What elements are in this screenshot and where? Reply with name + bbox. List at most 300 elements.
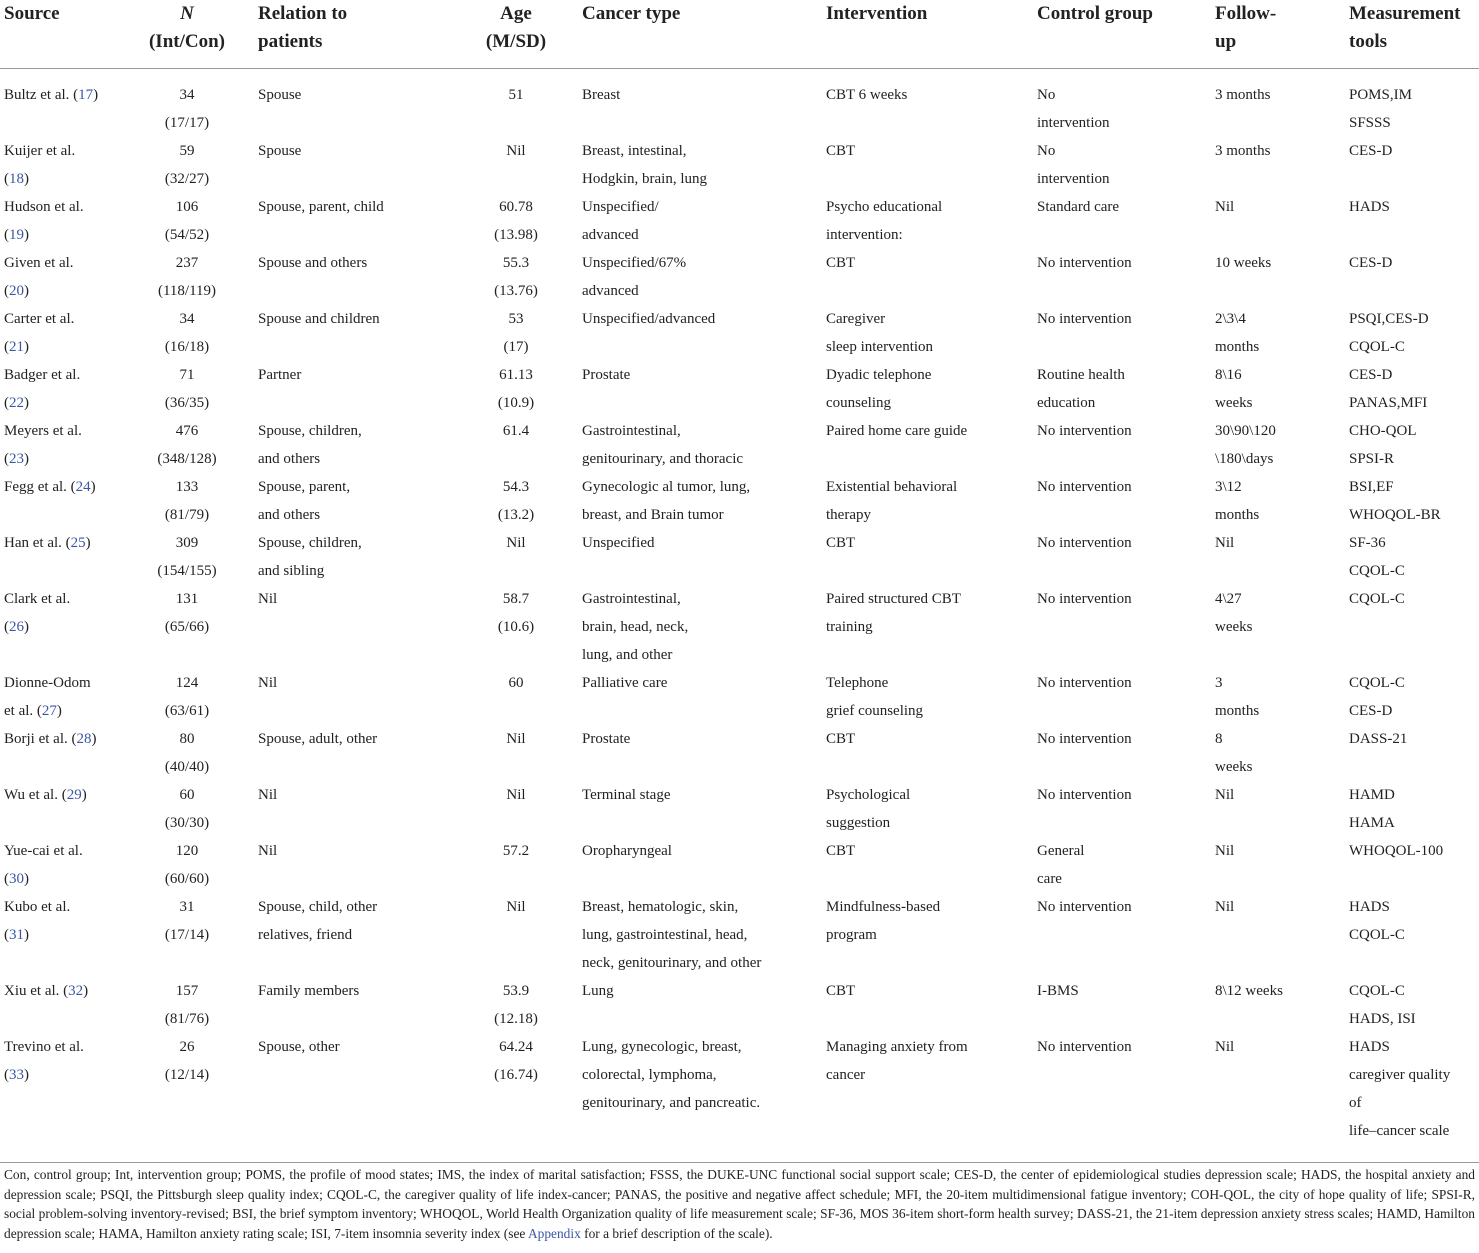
cell-relation-line: Nil bbox=[258, 787, 278, 803]
cell-age-line: Nil bbox=[506, 731, 526, 747]
cell-cancer-type bbox=[578, 669, 822, 725]
cell-control-group-line: No intervention bbox=[1037, 423, 1132, 439]
cell-relation-line: and sibling bbox=[258, 563, 325, 579]
reference-link[interactable]: 27 bbox=[41, 703, 57, 719]
cell-follow-up-line: 10 weeks bbox=[1215, 255, 1272, 271]
reference-link[interactable]: 17 bbox=[78, 87, 94, 103]
cell-measurement-tools-line: WHOQOL-100 bbox=[1349, 843, 1444, 859]
cell-age-line: Nil bbox=[506, 535, 526, 551]
cell-source bbox=[0, 977, 122, 1033]
source-text-close: ) bbox=[81, 787, 87, 803]
source-text: ( bbox=[4, 283, 9, 299]
cell-measurement-tools bbox=[1345, 893, 1479, 977]
cell-measurement-tools-line: CQOL-C bbox=[1349, 675, 1405, 691]
cell-control-group bbox=[1033, 417, 1211, 473]
cell-source bbox=[0, 473, 122, 529]
source-text: ( bbox=[4, 339, 9, 355]
cell-intervention-line: Caregiver bbox=[826, 311, 886, 327]
cell-age bbox=[456, 193, 578, 249]
cell-intervention-line: Mindfulness-based bbox=[826, 899, 941, 915]
cell-follow-up-line: Nil bbox=[1215, 899, 1235, 915]
cell-relation bbox=[254, 69, 456, 138]
table-row bbox=[0, 585, 1479, 669]
cell-n-line: (63/61) bbox=[164, 703, 210, 719]
cell-control-group bbox=[1033, 977, 1211, 1033]
cell-age-line: 61.4 bbox=[502, 423, 530, 439]
cell-measurement-tools-line: CQOL-C bbox=[1349, 591, 1405, 607]
cell-n-line: (16/18) bbox=[164, 339, 210, 355]
cell-control-group bbox=[1033, 473, 1211, 529]
cell-age-line: 57.2 bbox=[502, 843, 530, 859]
header-control-group: Control group bbox=[1033, 0, 1211, 69]
cell-control-group-line: No intervention bbox=[1037, 1039, 1132, 1055]
reference-link[interactable]: 19 bbox=[9, 227, 24, 243]
cell-age bbox=[456, 977, 578, 1033]
cell-n bbox=[122, 893, 254, 977]
cell-measurement-tools-line: CQOL-C bbox=[1349, 563, 1405, 579]
cell-follow-up bbox=[1211, 137, 1345, 193]
cell-relation-line: Spouse, other bbox=[258, 1039, 340, 1055]
cell-cancer-type-line: Unspecified bbox=[582, 535, 655, 551]
cell-relation-line: Spouse and children bbox=[258, 311, 380, 327]
cell-age-line: (10.6) bbox=[497, 619, 535, 635]
cell-n-line: 60 bbox=[179, 787, 195, 803]
cell-control-group-line: care bbox=[1037, 871, 1062, 887]
cell-cancer-type-line: Prostate bbox=[582, 731, 631, 747]
cell-intervention bbox=[822, 361, 1033, 417]
cell-n bbox=[122, 137, 254, 193]
table-row bbox=[0, 669, 1479, 725]
table-row bbox=[0, 781, 1479, 837]
cell-cancer-type-line: Unspecified/advanced bbox=[582, 311, 716, 327]
cell-intervention-line: cancer bbox=[826, 1067, 866, 1083]
cell-cancer-type-line: Prostate bbox=[582, 367, 631, 383]
cell-cancer-type bbox=[578, 193, 822, 249]
cell-control-group bbox=[1033, 725, 1211, 781]
cell-control-group bbox=[1033, 305, 1211, 361]
cell-intervention bbox=[822, 977, 1033, 1033]
reference-link[interactable]: 32 bbox=[68, 983, 84, 999]
cell-intervention-line: grief counseling bbox=[826, 703, 924, 719]
source-text-close: ) bbox=[91, 731, 97, 747]
cell-measurement-tools-line: CQOL-C bbox=[1349, 339, 1405, 355]
cell-follow-up-line: Nil bbox=[1215, 535, 1235, 551]
cell-cancer-type-line: Oropharyngeal bbox=[582, 843, 672, 859]
cell-measurement-tools bbox=[1345, 305, 1479, 361]
source-text: Carter et al. bbox=[4, 311, 75, 327]
cell-cancer-type bbox=[578, 837, 822, 893]
cell-age-line: 64.24 bbox=[499, 1039, 533, 1055]
cell-n bbox=[122, 977, 254, 1033]
cell-measurement-tools-line: HAMD bbox=[1349, 787, 1395, 803]
cell-intervention bbox=[822, 893, 1033, 977]
cell-control-group-line: intervention bbox=[1037, 171, 1110, 187]
cell-control-group-line: Routine health bbox=[1037, 367, 1125, 383]
cell-n-line: 34 bbox=[179, 87, 195, 103]
cell-control-group-line: No intervention bbox=[1037, 311, 1132, 327]
table-row bbox=[0, 137, 1479, 193]
cell-control-group bbox=[1033, 69, 1211, 138]
reference-link[interactable]: 22 bbox=[9, 395, 24, 411]
source-text: Han et al. ( bbox=[4, 535, 71, 551]
cell-source bbox=[0, 249, 122, 305]
source-text-close: ) bbox=[90, 479, 96, 495]
appendix-link[interactable]: Appendix bbox=[527, 1225, 581, 1241]
cell-cancer-type bbox=[578, 305, 822, 361]
cell-cancer-type-line: brain, head, neck, bbox=[582, 619, 689, 635]
cell-follow-up-line: Nil bbox=[1215, 843, 1235, 859]
cell-measurement-tools-line: HADS, ISI bbox=[1349, 1011, 1416, 1027]
cell-intervention bbox=[822, 473, 1033, 529]
cell-relation bbox=[254, 193, 456, 249]
cell-measurement-tools-line: caregiver quality bbox=[1349, 1067, 1451, 1083]
reference-link[interactable]: 26 bbox=[9, 619, 24, 635]
source-text: Yue-cai et al. bbox=[4, 843, 83, 859]
cell-relation-line: relatives, friend bbox=[258, 927, 353, 943]
cell-n-line: 133 bbox=[175, 479, 199, 495]
cell-cancer-type-line: Breast, hematologic, skin, bbox=[582, 899, 739, 915]
cell-cancer-type bbox=[578, 585, 822, 669]
cell-follow-up bbox=[1211, 305, 1345, 361]
cell-n-line: (81/79) bbox=[164, 507, 210, 523]
cell-age-line: (17) bbox=[503, 339, 529, 355]
table-row bbox=[0, 69, 1479, 138]
cell-relation bbox=[254, 893, 456, 977]
source-text-close: ) bbox=[24, 619, 29, 635]
cell-follow-up bbox=[1211, 361, 1345, 417]
source-text: ( bbox=[4, 619, 9, 635]
cell-measurement-tools-line: WHOQOL-BR bbox=[1349, 507, 1441, 523]
cell-cancer-type bbox=[578, 69, 822, 138]
cell-follow-up bbox=[1211, 781, 1345, 837]
cell-n-line: 476 bbox=[175, 423, 199, 439]
cell-intervention-line: intervention: bbox=[826, 227, 903, 243]
source-text: Fegg et al. ( bbox=[4, 479, 76, 495]
cell-cancer-type-line: advanced bbox=[582, 227, 639, 243]
cell-measurement-tools bbox=[1345, 837, 1479, 893]
cell-n-line: 31 bbox=[179, 899, 195, 915]
cell-measurement-tools-line: HADS bbox=[1349, 1039, 1390, 1055]
cell-control-group-line: General bbox=[1037, 843, 1085, 859]
cell-measurement-tools-line: PANAS,MFI bbox=[1349, 395, 1428, 411]
cell-measurement-tools-line: HAMA bbox=[1349, 815, 1395, 831]
source-text: Wu et al. ( bbox=[4, 787, 67, 803]
cell-control-group-line: No intervention bbox=[1037, 591, 1132, 607]
reference-link[interactable]: 20 bbox=[9, 283, 24, 299]
reference-link[interactable]: 33 bbox=[9, 1067, 24, 1083]
header-row bbox=[0, 0, 1479, 69]
cell-age-line: 61.13 bbox=[499, 367, 533, 383]
source-text: ( bbox=[4, 871, 9, 887]
cell-measurement-tools-line: of bbox=[1349, 1095, 1362, 1111]
cell-measurement-tools-line: CES-D bbox=[1349, 255, 1393, 271]
cell-intervention bbox=[822, 585, 1033, 669]
cell-n-line: (32/27) bbox=[164, 171, 210, 187]
cell-cancer-type-line: Unspecified/67% bbox=[582, 255, 687, 271]
cell-measurement-tools-line: SF-36 bbox=[1349, 535, 1386, 551]
cell-relation-line: and others bbox=[258, 507, 321, 523]
cell-relation-line: Nil bbox=[258, 675, 278, 691]
cell-relation-line: Spouse bbox=[258, 143, 302, 159]
cell-intervention-line: sleep intervention bbox=[826, 339, 934, 355]
cell-intervention-line: CBT bbox=[826, 255, 856, 271]
source-text: Hudson et al. bbox=[4, 199, 84, 215]
cell-intervention bbox=[822, 193, 1033, 249]
source-text: Trevino et al. bbox=[4, 1039, 84, 1055]
cell-cancer-type bbox=[578, 361, 822, 417]
cell-intervention-line: Paired home care guide bbox=[826, 423, 968, 439]
cell-age-line: (13.76) bbox=[494, 283, 538, 299]
source-text: ( bbox=[4, 227, 9, 243]
table-body bbox=[0, 69, 1479, 1158]
table-row bbox=[0, 977, 1479, 1033]
table-row bbox=[0, 837, 1479, 893]
table-row bbox=[0, 417, 1479, 473]
source-text: Meyers et al. bbox=[4, 423, 82, 439]
cell-intervention-line: Existential behavioral bbox=[826, 479, 958, 495]
cell-intervention bbox=[822, 249, 1033, 305]
cell-cancer-type bbox=[578, 725, 822, 781]
cell-cancer-type bbox=[578, 529, 822, 585]
cell-source bbox=[0, 137, 122, 193]
cell-age-line: (12.18) bbox=[494, 1011, 538, 1027]
header-n: N (Int/Con) bbox=[122, 0, 254, 69]
cell-age-line: 60.78 bbox=[499, 199, 533, 215]
cell-follow-up-line: 2\3\4 bbox=[1215, 311, 1246, 327]
cell-relation-line: Spouse bbox=[258, 87, 302, 103]
cell-n-line: (17/17) bbox=[164, 115, 210, 131]
cell-cancer-type-line: Breast, intestinal, bbox=[582, 143, 687, 159]
cell-control-group-line: No intervention bbox=[1037, 787, 1132, 803]
cell-n-line: (348/128) bbox=[157, 451, 217, 467]
cell-measurement-tools bbox=[1345, 585, 1479, 669]
cell-measurement-tools bbox=[1345, 725, 1479, 781]
cell-control-group-line: intervention bbox=[1037, 115, 1110, 131]
cell-follow-up-line: Nil bbox=[1215, 199, 1235, 215]
cell-n-line: (65/66) bbox=[164, 619, 210, 635]
cell-follow-up bbox=[1211, 417, 1345, 473]
reference-link[interactable]: 25 bbox=[70, 535, 86, 551]
cell-intervention-line: CBT bbox=[826, 535, 856, 551]
cell-follow-up-line: Nil bbox=[1215, 787, 1235, 803]
cell-relation-line: Nil bbox=[258, 591, 278, 607]
source-text-close: ) bbox=[24, 451, 29, 467]
cell-relation-line: Partner bbox=[258, 367, 302, 383]
cell-control-group-line: No intervention bbox=[1037, 535, 1132, 551]
source-text: Given et al. bbox=[4, 255, 74, 271]
cell-follow-up bbox=[1211, 69, 1345, 138]
cell-relation bbox=[254, 137, 456, 193]
cell-relation-line: and others bbox=[258, 451, 321, 467]
cell-intervention-line: CBT bbox=[826, 731, 856, 747]
cell-intervention-line: training bbox=[826, 619, 873, 635]
cell-relation-line: Spouse, adult, other bbox=[258, 731, 378, 747]
source-text: ( bbox=[4, 395, 9, 411]
cell-control-group-line: No bbox=[1037, 87, 1056, 103]
cell-n-line: (118/119) bbox=[157, 283, 217, 299]
cell-follow-up-line: 4\27 bbox=[1215, 591, 1242, 607]
cell-n-line: 120 bbox=[175, 843, 199, 859]
source-text: Kubo et al. bbox=[4, 899, 71, 915]
cell-cancer-type bbox=[578, 781, 822, 837]
cell-age bbox=[456, 417, 578, 473]
cell-source bbox=[0, 361, 122, 417]
cell-control-group bbox=[1033, 781, 1211, 837]
reference-link[interactable]: 18 bbox=[9, 171, 24, 187]
cell-measurement-tools-line: POMS,IM bbox=[1349, 87, 1412, 103]
cell-follow-up bbox=[1211, 1033, 1345, 1157]
cell-n bbox=[122, 781, 254, 837]
cell-control-group-line: No intervention bbox=[1037, 731, 1132, 747]
cell-age-line: 58.7 bbox=[502, 591, 530, 607]
cell-control-group-line: education bbox=[1037, 395, 1096, 411]
source-text: ( bbox=[4, 171, 9, 187]
cell-n bbox=[122, 69, 254, 138]
cell-cancer-type-line: lung, and other bbox=[582, 647, 673, 663]
source-text-close: ) bbox=[24, 927, 29, 943]
source-text-close: ) bbox=[24, 227, 29, 243]
cell-age-line: Nil bbox=[506, 787, 526, 803]
cell-relation bbox=[254, 1033, 456, 1157]
source-text-close: ) bbox=[24, 283, 29, 299]
cell-follow-up bbox=[1211, 893, 1345, 977]
cell-intervention bbox=[822, 1033, 1033, 1157]
cell-control-group bbox=[1033, 585, 1211, 669]
cell-age bbox=[456, 69, 578, 138]
cell-age-line: 53.9 bbox=[502, 983, 530, 999]
table-row bbox=[0, 249, 1479, 305]
cell-n bbox=[122, 361, 254, 417]
cell-follow-up-line: 3 bbox=[1215, 675, 1223, 691]
cell-n-line: 237 bbox=[175, 255, 199, 271]
cell-control-group bbox=[1033, 137, 1211, 193]
header-age: Age (M/SD) bbox=[456, 0, 578, 69]
cell-control-group-line: No intervention bbox=[1037, 255, 1132, 271]
cell-relation-line: Spouse and others bbox=[258, 255, 368, 271]
source-text-close: ) bbox=[24, 171, 29, 187]
cell-measurement-tools-line: HADS bbox=[1349, 199, 1390, 215]
cell-source bbox=[0, 69, 122, 138]
cell-intervention bbox=[822, 417, 1033, 473]
cell-n-line: (81/76) bbox=[164, 1011, 210, 1027]
cell-cancer-type bbox=[578, 137, 822, 193]
cell-measurement-tools bbox=[1345, 361, 1479, 417]
reference-link[interactable]: 23 bbox=[9, 451, 24, 467]
cell-measurement-tools bbox=[1345, 977, 1479, 1033]
cell-intervention bbox=[822, 69, 1033, 138]
cell-measurement-tools bbox=[1345, 249, 1479, 305]
cell-source bbox=[0, 837, 122, 893]
cell-control-group bbox=[1033, 669, 1211, 725]
cell-follow-up-line: 30\90\120 bbox=[1215, 423, 1276, 439]
header-cancer-type: Cancer type bbox=[578, 0, 822, 69]
cell-measurement-tools-line: DASS-21 bbox=[1349, 731, 1408, 747]
cell-n-line: 71 bbox=[179, 367, 195, 383]
cell-cancer-type-line: breast, and Brain tumor bbox=[582, 507, 724, 523]
cell-control-group bbox=[1033, 1033, 1211, 1157]
cell-cancer-type bbox=[578, 893, 822, 977]
cell-cancer-type-line: Gastrointestinal, bbox=[582, 423, 681, 439]
cell-follow-up-line: 3 months bbox=[1215, 87, 1271, 103]
table-row bbox=[0, 893, 1479, 977]
source-text: et al. ( bbox=[4, 703, 42, 719]
reference-link[interactable]: 21 bbox=[9, 339, 24, 355]
cell-follow-up-line: 3 months bbox=[1215, 143, 1271, 159]
cell-n-line: 131 bbox=[175, 591, 199, 607]
cell-n bbox=[122, 725, 254, 781]
source-text: Bultz et al. ( bbox=[4, 87, 79, 103]
cell-control-group bbox=[1033, 893, 1211, 977]
cell-cancer-type bbox=[578, 473, 822, 529]
cell-control-group-line: No intervention bbox=[1037, 479, 1132, 495]
cell-intervention-line: CBT 6 weeks bbox=[826, 87, 908, 103]
cell-n-line: (30/30) bbox=[164, 815, 210, 831]
cell-relation-line: Spouse, children, bbox=[258, 423, 362, 439]
cell-n-line: (54/52) bbox=[164, 227, 210, 243]
cell-cancer-type-line: Gynecologic al tumor, lung, bbox=[582, 479, 751, 495]
cell-intervention-line: suggestion bbox=[826, 815, 891, 831]
source-text: Badger et al. bbox=[4, 367, 81, 383]
reference-link[interactable]: 29 bbox=[66, 787, 82, 803]
header-source: Source bbox=[0, 0, 122, 69]
cell-measurement-tools bbox=[1345, 69, 1479, 138]
cell-n-line: 34 bbox=[179, 311, 195, 327]
cell-follow-up-line: months bbox=[1215, 339, 1260, 355]
cell-control-group bbox=[1033, 529, 1211, 585]
cell-control-group-line: I-BMS bbox=[1037, 983, 1079, 999]
cell-n-line: 80 bbox=[179, 731, 195, 747]
cell-measurement-tools-line: PSQI,CES-D bbox=[1349, 311, 1429, 327]
cell-n-line: (36/35) bbox=[164, 395, 210, 411]
cell-age bbox=[456, 361, 578, 417]
source-text-close: ) bbox=[93, 87, 99, 103]
cell-intervention-line: Telephone bbox=[826, 675, 889, 691]
cell-intervention bbox=[822, 837, 1033, 893]
cell-intervention bbox=[822, 305, 1033, 361]
cell-source bbox=[0, 1033, 122, 1157]
cell-source bbox=[0, 585, 122, 669]
cell-n bbox=[122, 1033, 254, 1157]
cell-measurement-tools bbox=[1345, 669, 1479, 725]
header-follow-up: Follow- up bbox=[1211, 0, 1345, 69]
cell-measurement-tools-line: CES-D bbox=[1349, 703, 1393, 719]
reference-link[interactable]: 30 bbox=[9, 871, 24, 887]
cell-cancer-type bbox=[578, 417, 822, 473]
cell-age bbox=[456, 781, 578, 837]
cell-measurement-tools-line: life–cancer scale bbox=[1349, 1123, 1450, 1139]
cell-n-line: (154/155) bbox=[157, 563, 217, 579]
header-measurement-tools: Measurement tools bbox=[1345, 0, 1479, 69]
reference-link[interactable]: 31 bbox=[9, 927, 24, 943]
table-row bbox=[0, 193, 1479, 249]
cell-n-line: 309 bbox=[175, 535, 199, 551]
cell-relation bbox=[254, 725, 456, 781]
cell-relation-line: Spouse, parent, child bbox=[258, 199, 384, 215]
cell-intervention-line: CBT bbox=[826, 843, 856, 859]
cell-follow-up bbox=[1211, 725, 1345, 781]
cell-cancer-type-line: Hodgkin, brain, lung bbox=[582, 171, 707, 187]
cell-control-group-line: No intervention bbox=[1037, 899, 1132, 915]
reference-link[interactable]: 24 bbox=[75, 479, 91, 495]
cell-relation-line: Spouse, child, other bbox=[258, 899, 378, 915]
cell-measurement-tools-line: CES-D bbox=[1349, 143, 1393, 159]
cell-relation-line: Spouse, parent, bbox=[258, 479, 351, 495]
cell-measurement-tools-line: BSI,EF bbox=[1349, 479, 1394, 495]
cell-relation bbox=[254, 249, 456, 305]
cell-n bbox=[122, 305, 254, 361]
reference-link[interactable]: 28 bbox=[76, 731, 92, 747]
cell-follow-up-line: weeks bbox=[1215, 619, 1253, 635]
